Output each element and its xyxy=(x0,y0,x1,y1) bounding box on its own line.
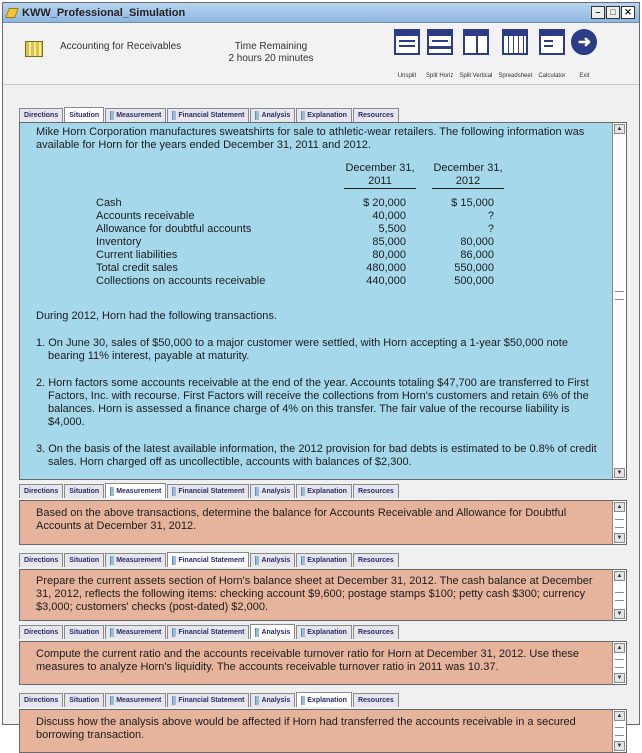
tab-analysis[interactable]: Analysis xyxy=(250,693,295,707)
scroll-up-arrow-icon[interactable]: ▲ xyxy=(614,643,625,653)
tab-directions[interactable]: Directions xyxy=(19,693,63,707)
tab-explanation[interactable]: Explanation xyxy=(296,484,352,498)
tab-measurement[interactable]: Measurement xyxy=(105,553,166,567)
scroll-down-arrow-icon[interactable]: ▼ xyxy=(614,673,625,683)
toolbar xyxy=(3,23,639,85)
exit-button[interactable]: ➜ Exit xyxy=(571,29,597,79)
tab-resources[interactable]: Resources xyxy=(353,108,399,122)
tab-explanation[interactable]: Explanation xyxy=(296,108,352,122)
tab-directions[interactable]: Directions xyxy=(19,553,63,567)
spreadsheet-icon xyxy=(502,29,528,55)
scroll-down-arrow-icon[interactable]: ▼ xyxy=(614,533,625,543)
maximize-button[interactable]: □ xyxy=(606,6,620,19)
tab-directions[interactable]: Directions xyxy=(19,108,63,122)
tab-financial-statement[interactable]: Financial Statement xyxy=(167,484,249,498)
tab-explanation[interactable]: Explanation xyxy=(296,625,352,639)
table-row: Accounts receivable 40,000 ? xyxy=(96,210,494,222)
situation-pane xyxy=(19,122,627,480)
scroll-grip-icon[interactable] xyxy=(615,659,624,668)
table-row: Current liabilities 80,000 86,000 xyxy=(96,249,494,261)
scroll-down-arrow-icon[interactable]: ▼ xyxy=(614,609,625,619)
transaction-item: 2. Horn factors some accounts receivable at the end of the year. Accounts totaling $47,700 are transferred to First Factors, Inc. with recourse. First Factors will receive the collections from Horn's customers and retain 6% of the balances. Horn is assessed a finance charge of 4% on this transfer. The fair value of the recourse liability is $4,000. xyxy=(36,377,589,428)
scroll-grip-icon[interactable] xyxy=(615,727,624,736)
scrollbar[interactable] xyxy=(612,642,626,684)
question-text: Discuss how the analysis above would be affected if Horn had transferred the accounts receivable in a secured borrowing transaction. xyxy=(36,716,576,741)
unsplit-button[interactable]: Unsplit xyxy=(394,29,420,79)
tab-bar-1 xyxy=(3,106,639,122)
financial-statement-pane xyxy=(19,569,627,621)
tab-measurement[interactable]: Measurement xyxy=(105,108,166,122)
tab-resources[interactable]: Resources xyxy=(353,625,399,639)
split-horizontal-icon xyxy=(427,29,453,55)
tab-resources[interactable]: Resources xyxy=(353,693,399,707)
situation-intro: Mike Horn Corporation manufactures sweatshirts for sale to athletic-wear retailers. The following information was available for Horn for the years ended December 31, 2011 and 2012. xyxy=(36,126,585,151)
tab-analysis[interactable]: Analysis xyxy=(250,108,295,122)
scroll-down-arrow-icon[interactable]: ▼ xyxy=(614,468,625,478)
question-text: Based on the above transactions, determine the balance for Accounts Receivable and Allowance for Doubtful Accounts at December 31, 2012. xyxy=(36,507,567,532)
transactions-intro: During 2012, Horn had the following transactions. xyxy=(36,310,277,322)
exit-arrow-icon: ➜ xyxy=(571,29,597,55)
balances-table: December 31, December 31, 2011 2012 Cash $ 20,000 $ 15,000 Accounts receivable 40,000 ? Allowance for doubtful accounts 5,500 ? Inventory 85,000 80,000 Current liabilities 80,000 86,000 Total credit sales 480,000 550,000 Collections on accounts receivable 440,000 500,000 xyxy=(96,162,604,288)
spreadsheet-button[interactable]: Spreadsheet xyxy=(498,29,532,79)
title-bar xyxy=(3,3,639,23)
minimize-button[interactable]: – xyxy=(591,6,605,19)
scrollbar[interactable] xyxy=(612,501,626,544)
tab-financial-statement[interactable]: Financial Statement xyxy=(167,552,249,567)
tab-financial-statement[interactable]: Financial Statement xyxy=(167,693,249,707)
transaction-item: 1. On June 30, sales of $50,000 to a major customer were settled, with Horn accepting a 1-year $50,000 note bearing 11% interest, payable at maturity. xyxy=(36,337,568,362)
split-vertical-icon xyxy=(463,29,489,55)
tab-situation[interactable]: Situation xyxy=(64,484,104,498)
tab-bar-3 xyxy=(3,551,639,567)
tab-explanation[interactable]: Explanation xyxy=(296,553,352,567)
scrollbar[interactable] xyxy=(612,123,626,479)
scrollbar[interactable] xyxy=(612,570,626,620)
calculator-button[interactable]: Calculator xyxy=(538,29,565,79)
scroll-grip-icon[interactable] xyxy=(615,519,624,528)
tab-measurement[interactable]: Measurement xyxy=(105,483,166,498)
tab-analysis[interactable]: Analysis xyxy=(250,484,295,498)
time-label: Time Remaining xyxy=(234,41,308,52)
tab-analysis[interactable]: Analysis xyxy=(250,553,295,567)
table-row: Total credit sales 480,000 550,000 xyxy=(96,262,494,274)
window-title: KWW_Professional_Simulation xyxy=(22,6,186,19)
split-vertical-button[interactable]: Split Vertical xyxy=(459,29,492,79)
table-row: Cash $ 20,000 $ 15,000 xyxy=(96,197,494,209)
tab-bar-2 xyxy=(3,482,639,498)
tab-financial-statement[interactable]: Financial Statement xyxy=(167,625,249,639)
tab-bar-5 xyxy=(3,691,639,707)
app-icon xyxy=(5,8,19,18)
tab-directions[interactable]: Directions xyxy=(19,484,63,498)
table-row: Collections on accounts receivable 440,000 500,000 xyxy=(96,275,494,287)
tab-financial-statement[interactable]: Financial Statement xyxy=(167,108,249,122)
scroll-grip-icon[interactable] xyxy=(615,592,624,601)
question-text: Prepare the current assets section of Horn's balance sheet at December 31, 2012. The cash balance at December 31, 2012, reflects the following items: checking account $9,600; postage stamps $100; petty cash $300; currency $3,000; customers' checks (post-dated) $2,000. xyxy=(36,575,593,613)
table-row: Allowance for doubtful accounts 5,500 ? xyxy=(96,223,494,235)
tab-situation[interactable]: Situation xyxy=(64,693,104,707)
tab-bar-4 xyxy=(3,623,639,639)
scroll-up-arrow-icon[interactable]: ▲ xyxy=(614,711,625,721)
tab-analysis[interactable]: Analysis xyxy=(250,624,295,639)
tab-resources[interactable]: Resources xyxy=(353,553,399,567)
analysis-pane xyxy=(19,641,627,685)
tab-situation[interactable]: Situation xyxy=(64,107,104,122)
calculator-icon xyxy=(539,29,565,55)
tab-explanation[interactable]: Explanation xyxy=(296,692,352,707)
scrollbar[interactable] xyxy=(612,710,626,752)
unsplit-icon xyxy=(394,29,420,55)
scroll-down-arrow-icon[interactable]: ▼ xyxy=(614,741,625,751)
measurement-pane xyxy=(19,500,627,545)
tab-situation[interactable]: Situation xyxy=(64,553,104,567)
transaction-item: 3. On the basis of the latest available information, the 2012 provision for bad debts is estimated to be 0.8% of credit sales. Horn charged off as uncollectible, accounts with balances of $2,300. xyxy=(36,443,597,468)
split-horizontal-button[interactable]: Split Horiz xyxy=(426,29,453,79)
tab-situation[interactable]: Situation xyxy=(64,625,104,639)
tab-directions[interactable]: Directions xyxy=(19,625,63,639)
tab-measurement[interactable]: Measurement xyxy=(105,693,166,707)
time-value: 2 hours 20 minutes xyxy=(228,53,314,64)
time-remaining xyxy=(213,41,329,65)
explanation-pane xyxy=(19,709,627,753)
ledger-icon xyxy=(25,41,43,57)
scroll-up-arrow-icon[interactable]: ▲ xyxy=(614,571,625,581)
table-row: Inventory 85,000 80,000 xyxy=(96,236,494,248)
question-text: Compute the current ratio and the accounts receivable turnover ratio for Horn at December 31, 2012. Use these measures to analyze Horn's liquidity. The accounts receivable turnover ratio in 2011 was 10.37. xyxy=(36,648,579,673)
scroll-up-arrow-icon[interactable]: ▲ xyxy=(614,502,625,512)
tab-resources[interactable]: Resources xyxy=(353,484,399,498)
scroll-up-arrow-icon[interactable]: ▲ xyxy=(614,124,625,134)
section-label: Accounting for Receivables xyxy=(60,41,182,52)
tab-measurement[interactable]: Measurement xyxy=(105,625,166,639)
scroll-grip-icon[interactable] xyxy=(615,291,624,300)
close-button[interactable]: ✕ xyxy=(621,6,635,19)
simulation-window xyxy=(2,2,640,749)
